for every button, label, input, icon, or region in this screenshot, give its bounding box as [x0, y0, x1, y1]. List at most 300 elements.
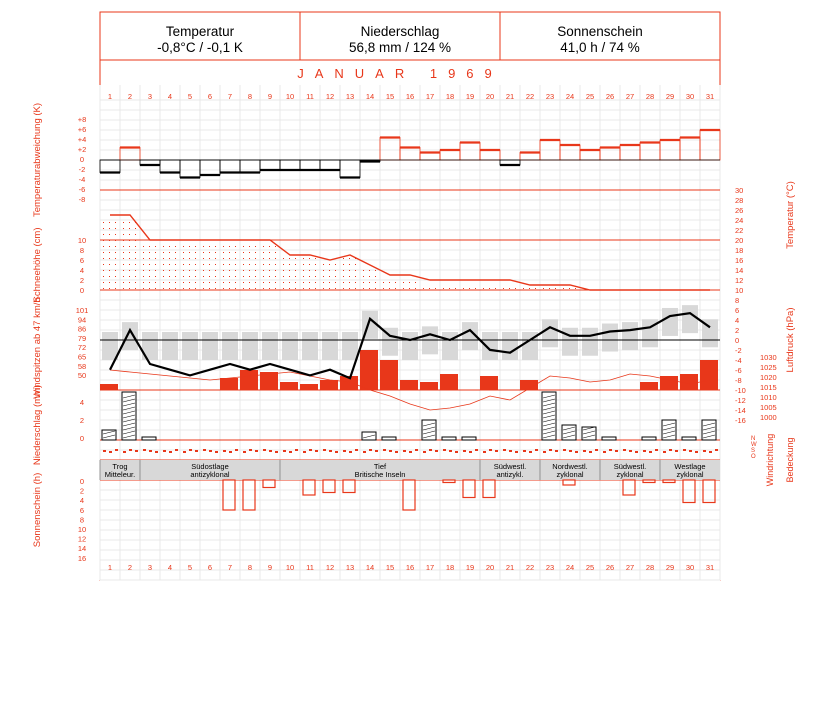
snow-dot — [229, 246, 230, 247]
wind-red-bar — [300, 384, 318, 390]
snow-dot — [343, 258, 344, 259]
wind-dir-mark — [529, 451, 532, 453]
snow-dot — [383, 288, 384, 289]
wind-dir-mark — [495, 450, 498, 452]
temperature-tick: 16 — [735, 256, 744, 265]
summary-sun-label: Sonnenschein — [557, 24, 643, 39]
snow-dot — [223, 264, 224, 265]
day-number-top: 22 — [525, 92, 535, 101]
day-number-bottom: 8 — [247, 563, 253, 572]
wind-gray-band — [262, 332, 278, 360]
snow-dot — [129, 246, 130, 247]
sun-axis-title: Sonnenschein (h) — [32, 472, 43, 548]
wind-gray-band — [602, 324, 618, 352]
snow-dot — [195, 246, 196, 247]
pressure-axis-title: Luftdruck (hPa) — [785, 307, 796, 373]
snow-dot — [129, 264, 130, 265]
snow-dot — [375, 282, 376, 283]
snow-dot — [229, 258, 230, 259]
snow-dot — [183, 252, 184, 253]
snow-dot — [103, 246, 104, 247]
snow-dot — [283, 258, 284, 259]
wind-dir-mark — [129, 449, 132, 451]
snow-dot — [149, 246, 150, 247]
day-number-top: 31 — [705, 92, 715, 101]
snow-dot — [195, 264, 196, 265]
snow-dot — [175, 252, 176, 253]
snow-dot — [349, 264, 350, 265]
snow-dot — [203, 282, 204, 283]
snow-dot — [289, 276, 290, 277]
wind-dir-mark — [543, 451, 546, 453]
snow-dot — [295, 288, 296, 289]
snow-dot — [429, 288, 430, 289]
day-number-top: 25 — [585, 92, 595, 101]
snow-dot — [289, 264, 290, 265]
wind-red-bar — [400, 380, 418, 390]
snow-dot — [543, 288, 544, 289]
snow-dot — [189, 246, 190, 247]
snow-dot — [149, 258, 150, 259]
day-number-top: 23 — [545, 92, 555, 101]
snow-dot — [175, 264, 176, 265]
snow-dot — [275, 264, 276, 265]
snow-dot — [209, 258, 210, 259]
snow-dot — [203, 270, 204, 271]
snow-dot — [323, 270, 324, 271]
snow-dot — [209, 264, 210, 265]
snow-dot — [249, 288, 250, 289]
snow-dot — [103, 258, 104, 259]
snow-dot — [163, 252, 164, 253]
precip-tick: 0 — [79, 434, 85, 443]
temperature-tick: -10 — [735, 386, 746, 395]
wind-dir-mark — [135, 450, 138, 452]
snow-dot — [309, 270, 310, 271]
snow-dot — [195, 252, 196, 253]
wind-gray-band — [662, 308, 678, 336]
snow-dot — [155, 270, 156, 271]
snow-dot — [135, 282, 136, 283]
wind-dir-mark — [483, 451, 486, 453]
wind-red-bar — [640, 382, 658, 390]
wind-dir-mark — [475, 449, 478, 451]
weather-type-line2: antizyklonal — [190, 470, 230, 479]
snow-dot — [249, 252, 250, 253]
snow-dot — [215, 276, 216, 277]
wind-tick: 86 — [77, 324, 87, 334]
wind-dir-mark — [109, 451, 112, 453]
snow-dot — [123, 234, 124, 235]
day-number-bottom: 16 — [405, 563, 415, 572]
snow-dot — [255, 258, 256, 259]
snow-tick: 10 — [77, 236, 87, 245]
precip-tick: 4 — [79, 398, 85, 407]
snow-dot — [369, 282, 370, 283]
temperature-tick: 20 — [735, 236, 744, 245]
snow-dot — [249, 258, 250, 259]
snow-dot — [263, 288, 264, 289]
snow-dot — [169, 246, 170, 247]
wind-gray-band — [682, 305, 698, 333]
temperature-tick: 18 — [735, 246, 744, 255]
snow-dot — [275, 270, 276, 271]
snow-dot — [463, 288, 464, 289]
snow-dot — [283, 282, 284, 283]
wind-dir-mark — [469, 451, 472, 453]
wind-gray-band — [302, 332, 318, 360]
snow-dot — [109, 222, 110, 223]
snow-dot — [243, 246, 244, 247]
snow-dot — [255, 252, 256, 253]
wind-dir-mark — [443, 449, 446, 451]
snow-dot — [195, 276, 196, 277]
snow-dot — [309, 288, 310, 289]
snow-dot — [169, 288, 170, 289]
snow-dot — [129, 240, 130, 241]
snow-dot — [163, 264, 164, 265]
snow-dot — [269, 288, 270, 289]
snow-dot — [529, 288, 530, 289]
snow-dot — [143, 264, 144, 265]
snow-dot — [195, 258, 196, 259]
wind-red-bar — [420, 382, 438, 390]
weather-type-line1: Südwestl. — [493, 462, 527, 471]
snow-dot — [115, 228, 116, 229]
temp-anomaly-axis-title: Temperaturabweichung (K) — [32, 102, 43, 218]
snow-dot — [215, 246, 216, 247]
wind-tick: 79 — [77, 333, 87, 343]
day-number-top: 13 — [345, 92, 355, 101]
day-number-top: 16 — [405, 92, 415, 101]
wind-dir-mark — [349, 451, 352, 453]
snow-dot — [303, 288, 304, 289]
snow-tick: 0 — [79, 286, 85, 295]
temperature-tick: 22 — [735, 226, 744, 235]
snow-dot — [295, 282, 296, 283]
day-number-bottom: 20 — [485, 563, 495, 572]
sun-tick: 4 — [79, 496, 85, 506]
snow-dot — [143, 252, 144, 253]
snow-dot — [183, 288, 184, 289]
weather-type-line1: Westlage — [674, 462, 706, 471]
snow-dot — [415, 288, 416, 289]
snow-dot — [329, 276, 330, 277]
snow-dot — [115, 222, 116, 223]
wind-dir-mark — [209, 450, 212, 452]
wind-red-bar — [700, 360, 718, 390]
snow-dot — [195, 270, 196, 271]
snow-dot — [123, 264, 124, 265]
wind-tick: 65 — [77, 352, 87, 362]
snow-dot — [169, 258, 170, 259]
snow-dot — [563, 288, 564, 289]
anomaly-tick: -8 — [78, 195, 86, 204]
snow-dot — [209, 246, 210, 247]
snow-dot — [135, 246, 136, 247]
snow-dot — [243, 276, 244, 277]
snow-dot — [103, 252, 104, 253]
wind-dir-mark — [509, 450, 512, 452]
snow-dot — [209, 270, 210, 271]
temperature-tick: 8 — [735, 296, 740, 305]
snow-dot — [269, 270, 270, 271]
wind-red-bar — [240, 370, 258, 390]
wind-direction-axis-title: Windrichtung — [765, 433, 775, 487]
wind-dir-mark — [409, 451, 412, 453]
snow-dot — [295, 258, 296, 259]
wind-dir-mark — [449, 450, 452, 452]
temperature-tick: 6 — [735, 306, 740, 315]
snow-dot — [263, 276, 264, 277]
snow-dot — [263, 264, 264, 265]
snow-dot — [303, 258, 304, 259]
snow-dot — [175, 276, 176, 277]
snow-dot — [149, 276, 150, 277]
snow-dot — [275, 252, 276, 253]
snow-dot — [269, 282, 270, 283]
wind-dir-mark — [675, 450, 678, 452]
snow-dot — [109, 276, 110, 277]
wind-gray-band — [182, 332, 198, 360]
day-number-bottom: 25 — [585, 563, 595, 572]
wind-gray-band — [402, 332, 418, 360]
precip-axis-title: Niederschlag (mm) — [32, 384, 43, 466]
snow-dot — [283, 270, 284, 271]
snow-dot — [115, 246, 116, 247]
anomaly-tick: +8 — [77, 115, 87, 124]
snow-dot — [163, 270, 164, 271]
snow-dot — [455, 288, 456, 289]
weather-type-line2: zyklonal — [616, 470, 644, 479]
wind-dir-mark — [609, 449, 612, 451]
snow-dot — [469, 288, 470, 289]
snow-tick: 8 — [79, 246, 85, 255]
wind-gray-band — [322, 332, 338, 360]
weather-type-line1: Trog — [112, 462, 128, 471]
snow-dot — [363, 282, 364, 283]
wind-dir-mark — [635, 451, 638, 453]
day-number-bottom: 21 — [505, 563, 515, 572]
snow-dot — [309, 258, 310, 259]
wind-dir-mark — [323, 449, 326, 451]
snow-dot — [115, 276, 116, 277]
snow-dot — [129, 258, 130, 259]
day-number-bottom: 24 — [565, 563, 575, 572]
day-number-bottom: 3 — [147, 563, 153, 572]
snow-dot — [303, 264, 304, 265]
wind-gray-band — [582, 328, 598, 356]
snow-dot — [183, 282, 184, 283]
snow-dot — [355, 270, 356, 271]
snow-dot — [243, 282, 244, 283]
snow-dot — [215, 252, 216, 253]
snow-dot — [355, 264, 356, 265]
day-number-top: 17 — [425, 92, 435, 101]
temperature-tick: 4 — [735, 316, 740, 325]
pressure-tick: 1010 — [760, 393, 777, 402]
snow-tick: 6 — [79, 256, 85, 265]
snow-dot — [363, 288, 364, 289]
weather-type-line2: Britische Inseln — [354, 470, 406, 479]
cover-axis-title: Bedeckung — [785, 437, 795, 483]
wind-gray-band — [542, 319, 558, 347]
wind-dir-mark — [429, 449, 432, 451]
snow-dot — [229, 276, 230, 277]
day-number-top: 26 — [605, 92, 615, 101]
snow-dot — [335, 288, 336, 289]
snow-dot — [295, 270, 296, 271]
wind-dir-mark — [415, 449, 418, 451]
wind-gray-band — [202, 332, 218, 360]
snow-dot — [523, 288, 524, 289]
snow-dot — [223, 282, 224, 283]
snow-dot — [155, 276, 156, 277]
snow-dot — [489, 288, 490, 289]
day-number-top: 11 — [306, 92, 314, 101]
snow-dot — [169, 252, 170, 253]
snow-dot — [255, 246, 256, 247]
snow-dot — [129, 228, 130, 229]
snow-dot — [189, 288, 190, 289]
snow-dot — [283, 288, 284, 289]
snow-dot — [143, 246, 144, 247]
snow-dot — [123, 282, 124, 283]
day-number-bottom: 17 — [425, 563, 435, 572]
wind-gray-band — [242, 332, 258, 360]
snow-dot — [155, 264, 156, 265]
anomaly-tick: +4 — [77, 135, 87, 144]
wind-red-bar — [220, 378, 238, 390]
snow-dot — [163, 288, 164, 289]
day-number-bottom: 27 — [625, 563, 635, 572]
wind-dir-mark — [275, 451, 278, 453]
snow-dot — [449, 288, 450, 289]
anomaly-tick: +6 — [77, 125, 87, 134]
day-number-top: 3 — [147, 92, 153, 101]
snow-dot — [223, 276, 224, 277]
anomaly-tick: 0 — [79, 155, 85, 164]
snow-dot — [235, 252, 236, 253]
day-number-bottom: 28 — [645, 563, 655, 572]
wind-tick: 72 — [77, 343, 87, 353]
wind-dir-mark — [303, 451, 306, 453]
wind-dir-mark — [603, 451, 606, 453]
snow-dot — [143, 288, 144, 289]
wind-gray-band — [102, 332, 118, 360]
snow-dot — [309, 276, 310, 277]
wind-dir-mark — [629, 450, 632, 452]
weather-types-row — [100, 460, 720, 480]
wind-dir-mark — [283, 450, 286, 452]
wind-dir-mark — [395, 451, 398, 453]
snow-dot — [109, 282, 110, 283]
snow-dot — [155, 252, 156, 253]
snow-dot — [229, 288, 230, 289]
wind-dir-mark — [203, 449, 206, 451]
snow-dot — [249, 276, 250, 277]
snow-dot — [115, 282, 116, 283]
temperature-tick: 28 — [735, 196, 744, 205]
day-number-bottom: 13 — [345, 563, 355, 572]
snow-dot — [169, 270, 170, 271]
wind-dir-mark — [503, 449, 506, 451]
wind-dir-mark — [335, 451, 338, 453]
weather-type-line1: Nordwestl. — [552, 462, 588, 471]
day-number-bottom: 6 — [207, 563, 213, 572]
snow-dot — [355, 276, 356, 277]
wind-dir-mark — [583, 450, 586, 452]
pressure-tick: 1020 — [760, 373, 777, 382]
snow-dot — [149, 264, 150, 265]
wind-dir-mark — [683, 449, 686, 451]
snow-dot — [155, 258, 156, 259]
wind-dir-mark — [169, 451, 172, 453]
wind-dir-mark — [329, 450, 332, 452]
wind-dir-mark — [195, 450, 198, 452]
snow-dot — [235, 258, 236, 259]
wind-gray-band — [282, 332, 298, 360]
snow-dot — [309, 282, 310, 283]
snow-dot — [129, 252, 130, 253]
snow-dot — [355, 288, 356, 289]
snow-dot — [123, 222, 124, 223]
snow-dot — [183, 246, 184, 247]
day-number-top: 19 — [465, 92, 475, 101]
snow-dot — [243, 252, 244, 253]
wind-dir-mark — [569, 450, 572, 452]
snow-dot — [163, 258, 164, 259]
snow-dot — [249, 270, 250, 271]
snow-axis-title: Schneehöhe (cm) — [32, 227, 43, 303]
sun-tick: 10 — [77, 525, 87, 534]
wind-dir-mark — [369, 449, 372, 451]
wind-dir-w: W — [751, 442, 757, 448]
snow-dot — [129, 282, 130, 283]
snow-dot — [109, 246, 110, 247]
day-number-bottom: 18 — [445, 563, 455, 572]
snow-dot — [229, 270, 230, 271]
wind-dir-mark — [175, 449, 178, 451]
snow-dot — [343, 288, 344, 289]
snow-dot — [535, 288, 536, 289]
snow-dot — [269, 258, 270, 259]
weather-type-line1: Südwestl. — [613, 462, 647, 471]
snow-dot — [109, 264, 110, 265]
snow-dot — [269, 264, 270, 265]
wind-dir-mark — [589, 451, 592, 453]
snow-dot — [363, 276, 364, 277]
snow-dot — [575, 288, 576, 289]
temperature-tick: -14 — [735, 406, 746, 415]
snow-dot — [203, 288, 204, 289]
snow-dot — [109, 288, 110, 289]
snow-dot — [149, 270, 150, 271]
day-number-top: 5 — [187, 92, 193, 101]
snow-dot — [169, 282, 170, 283]
day-number-bottom: 7 — [227, 563, 233, 572]
wind-gray-band — [122, 322, 138, 350]
snow-dot — [115, 264, 116, 265]
snow-dot — [349, 288, 350, 289]
wind-dir-mark — [663, 451, 666, 453]
wind-dir-mark — [423, 451, 426, 453]
snow-dot — [323, 282, 324, 283]
snow-dot — [215, 288, 216, 289]
pressure-tick: 1025 — [760, 363, 777, 372]
snow-dot — [249, 246, 250, 247]
day-number-top: 2 — [127, 92, 133, 101]
